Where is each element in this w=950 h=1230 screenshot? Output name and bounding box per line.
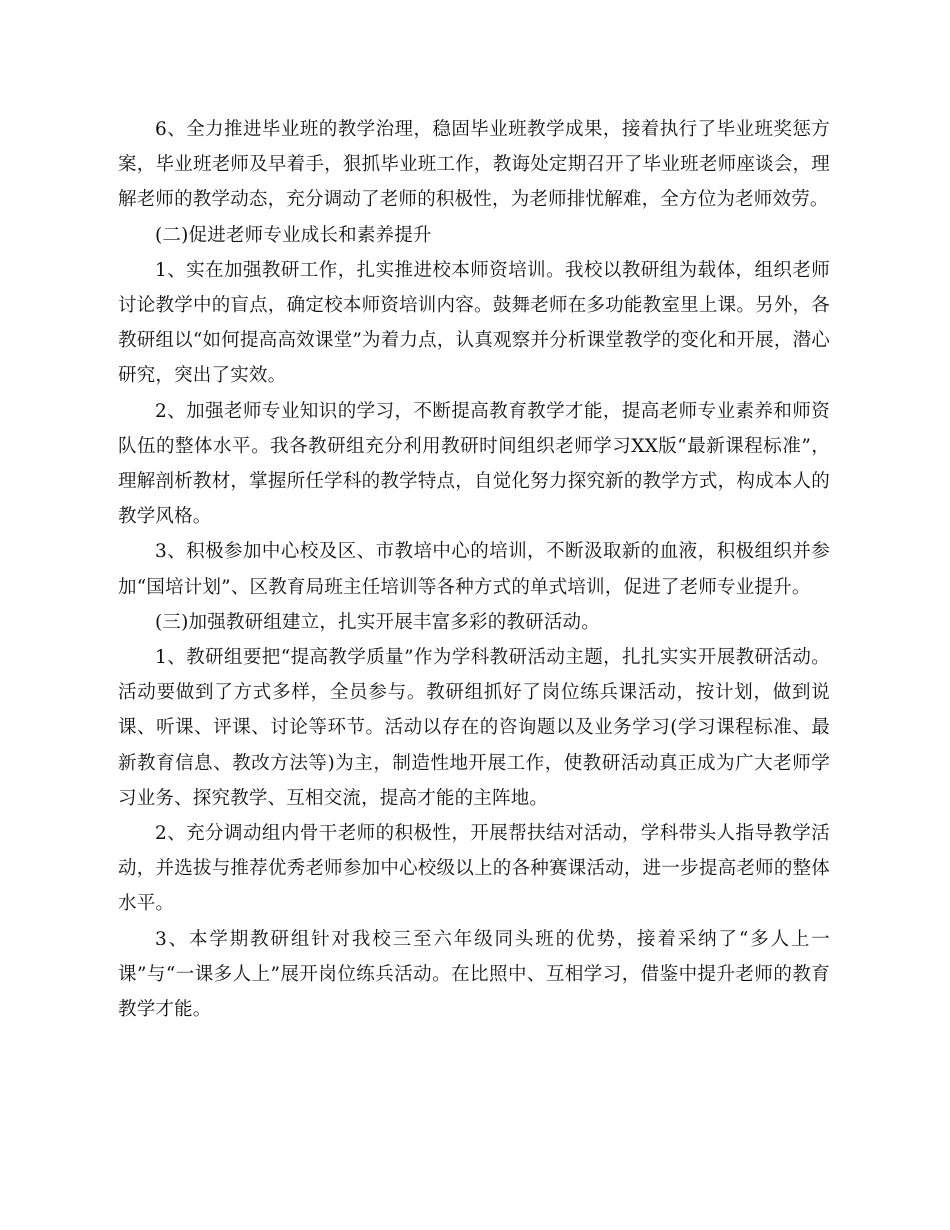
paragraph-graduating-class: 6、全力推进毕业班的教学治理，稳固毕业班教学成果，接着执行了毕业班奖惩方案，毕业班老师及早着手，狠抓毕业班工作，教诲处定期召开了毕业班老师座谈会，理解老师的教学动态，充分调动了老师的积极性，为老师排忧解难，全方位为老师效劳。 <box>118 119 830 211</box>
section-heading-research-groups: (三)加强教研组建立，扎实开展丰富多彩的教研活动。 <box>155 611 600 633</box>
paragraph-professional-knowledge: 2、加强老师专业知识的学习，不断提高教育教学才能，提高老师专业素养和师资队伍的整体水平。我各教研组充分利用教研时间组织老师学习XX版“最新课程标准”，理解剖析教材，掌握所任学科的教学特点，自觉化努力探究新的教学方式，构成本人的教学风格。 <box>118 400 830 528</box>
paragraph-mentoring: 2、充分调动组内骨干老师的积极性，开展帮扶结对活动，学科带头人指导教学活动，并选拔与推荐优秀老师参加中心校级以上的各种赛课活动，进一步提高老师的整体水平。 <box>118 823 830 915</box>
paragraph-parallel-classes: 3、本学期教研组针对我校三至六年级同头班的优势，接着采纳了“多人上一课”与“一课多人上”展开岗位练兵活动。在比照中、互相学习，借鉴中提升老师的教育教学才能。 <box>118 928 830 1021</box>
paragraph-research-activities: 1、教研组要把“提高教学质量”作为学科教研活动主题，扎扎实实开展教研活动。活动要做到了方式多样，全员参与。教研组抓好了岗位练兵课活动，按计划，做到说课、听课、评课、讨论等环节。活动以存在的咨询题以及业务学习(学习课程标准、最新教育信息、教改方法等)为主，制造性地开展工作，使教研活动真正成为广大老师学习业务、探究教学、互相交流，提高才能的主阵地。 <box>118 647 830 809</box>
paragraph-external-training: 3、积极参加中心校及区、市教培中心的培训，不断汲取新的血液，积极组织并参加“国培计划”、区教育局班主任培训等各种方式的单式培训，促进了老师专业提升。 <box>118 541 830 598</box>
paragraph-school-training: 1、实在加强教研工作，扎实推进校本师资培训。我校以教研组为载体，组织老师讨论教学中的盲点，确定校本师资培训内容。鼓舞老师在多功能教室里上课。另外，各教研组以“如何提高高效课堂”为着力点，认真观察并分析课堂教学的变化和开展，潜心研究，突出了实效。 <box>118 259 831 387</box>
section-heading-teacher-growth: (二)促进老师专业成长和素养提升 <box>155 224 432 246</box>
document-page <box>118 112 830 1027</box>
